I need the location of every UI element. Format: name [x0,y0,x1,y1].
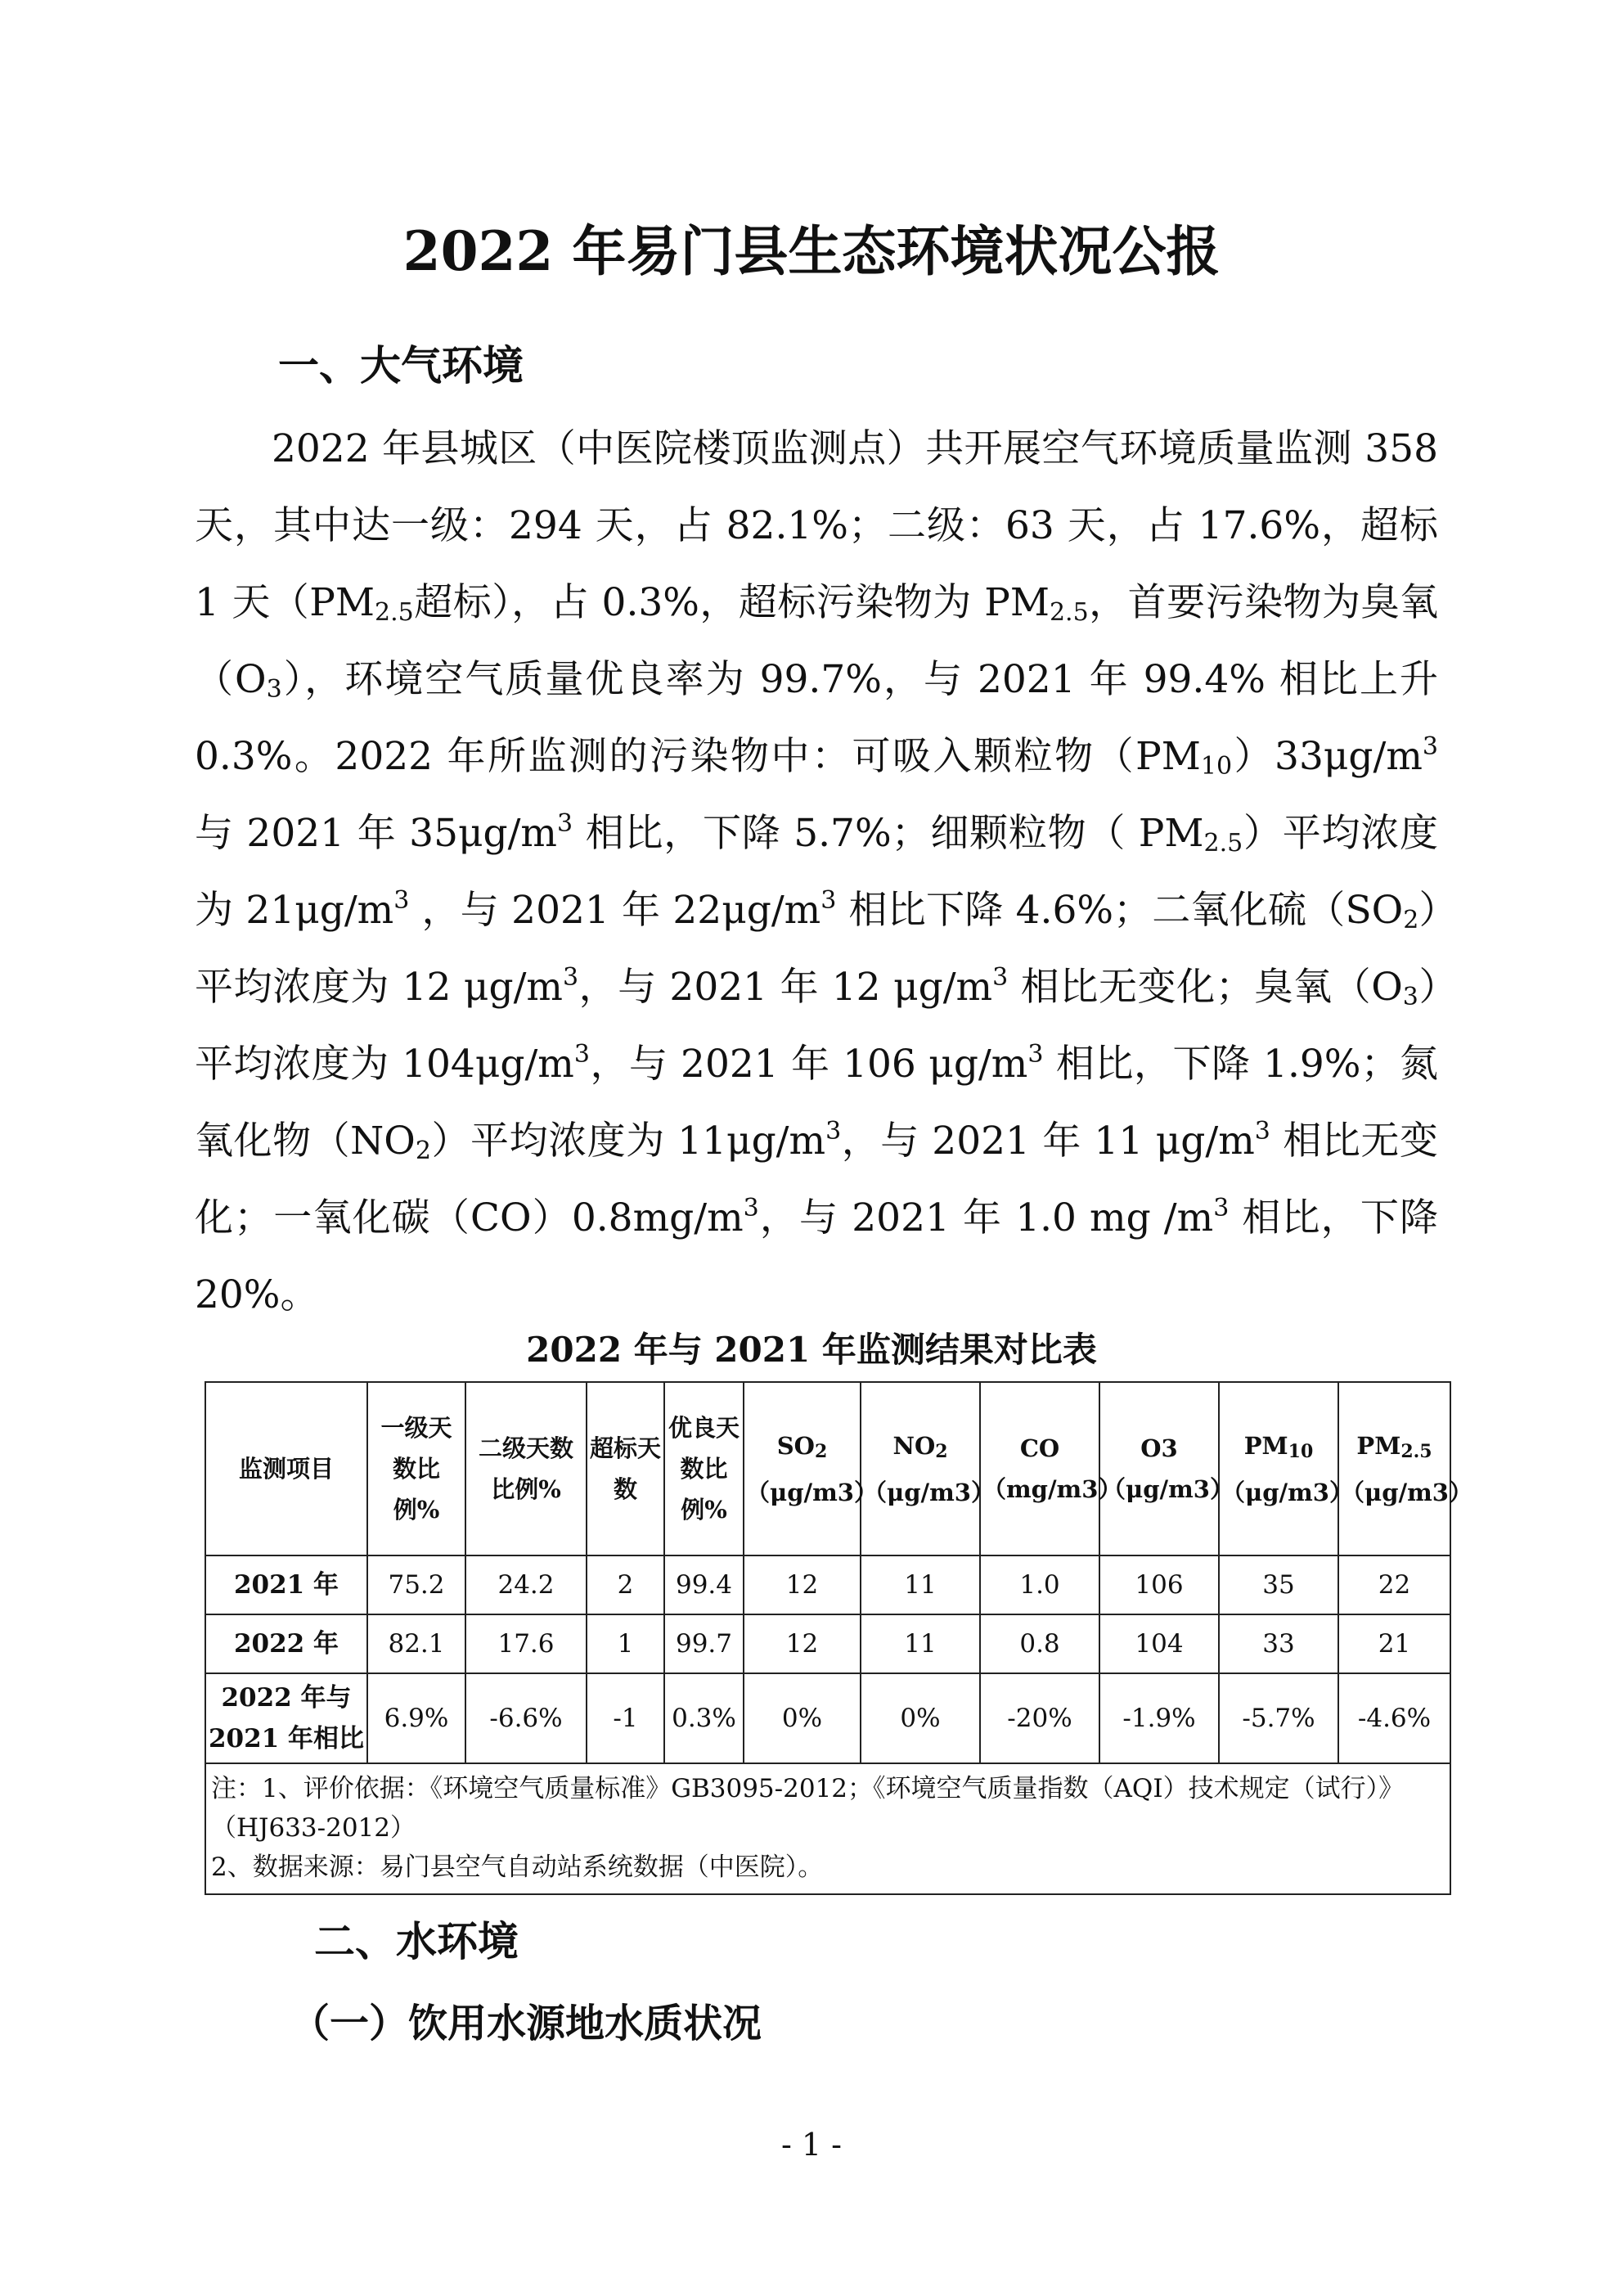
cell-grade1: 82.1 [367,1614,465,1673]
table-header-row [205,1382,1450,1555]
header-item: 监测项目 [205,1382,367,1555]
header-so2: $SO_2$ （μg/m3） [744,1382,861,1555]
cell-exceed: 1 [587,1614,664,1673]
subsection-heading-drinking-water: （一）饮用水源地水质状况 [290,2001,762,2046]
cell-so2: 12 [744,1614,861,1673]
cell-pm10: 35 [1219,1555,1338,1614]
header-pm10: $PM_{10}$ （μg/m3） [1219,1382,1338,1555]
table-note-1: 注：1、评价依据：《环境空气质量标准》GB3095-2012；《环境空气质量指数（AQI）技术规定（试行）》（HJ633-2012） [211,1774,1405,1843]
table-row-change [205,1673,1450,1763]
cell-so2: 12 [744,1555,861,1614]
header-good: 优良天数比例% [664,1382,744,1555]
section-heading-air: 一、大气环境 [278,342,524,389]
cell-o3: 106 [1099,1555,1219,1614]
header-exceed: 超标天数 [587,1382,664,1555]
air-quality-paragraph: 2022 年县城区（中医院楼顶监测点）共开展空气环境质量监测 358 天，其中达一级：294 天，占 82.1%；二级：63 天，占 17.6%，超标 1 天（$PM_{2.5}$超标），占 0.3%，超标污染物为 $PM_{2.5}$，首要污染物为臭氧$(O_3)$，环境空气质量优良率为 99.7%，与 2021 年 99.4% 相比上升 0.3%。2022 年所监测的污染物中：可吸入颗粒物$(PM_{10})33\mu g/m^3$ 与 2021 年 $35\mu g/m^3$ 相比，下降 5.7%；细颗粒物（ $PM_{2.5}$）平均浓度为 $21\mu g/m^3$ ，与 2021 年 $22\mu g/m^3$ 相比下降 4.6%；二氧化硫$(SO_2)$平均浓度为 12 $\mu g/m^3$，与 2021 年 12 $\mu g/m^3$ 相比无变化；臭氧$(O_3)$平均浓度为 $104\mu g/m^3$，与 2021 年 106 $\mu g/m^3$ 相比，下降 1.9%；氮氧化物$(NO_2)$平均浓度为 $11\mu g/m^3$，与 2021 年 11 $\mu g/m^3$ 相比无变化；一氧化碳$(CO)0.8mg/m^3$，与 2021 年 1.0 mg $/m^3$ 相比，下降 20%。 [195,426,1439,1317]
header-grade2: 二级天数比例% [465,1382,587,1555]
cell-o3: 104 [1099,1614,1219,1673]
cell-no2: 11 [861,1614,980,1673]
cell-co: 1.0 [980,1555,1099,1614]
header-grade1: 一级天数比例% [367,1382,465,1555]
comparison-table [205,1381,1472,1895]
table-row-2021 [205,1555,1450,1614]
cell-exceed: -1 [587,1673,664,1763]
cell-no2: 11 [861,1555,980,1614]
cell-grade1: 75.2 [367,1555,465,1614]
table-caption: 2022 年与 2021 年监测结果对比表 [526,1330,1097,1370]
table-note-2: 2、数据来源：易门县空气自动站系统数据（中医院）。 [211,1853,824,1882]
page-number: - 1 - [780,2127,842,2163]
table-notes-row [205,1763,1450,1894]
cell-so2: 0% [744,1673,861,1763]
cell-co: 0.8 [980,1614,1099,1673]
cell-co: -20% [980,1673,1099,1763]
cell-good: 99.4 [664,1555,744,1614]
cell-pm25: -4.6% [1338,1673,1450,1763]
cell-pm25: 21 [1338,1614,1450,1673]
cell-grade1: 6.9% [367,1673,465,1763]
cell-grade2: 17.6 [465,1614,587,1673]
row-label: 2022 年 [205,1614,367,1673]
header-no2: $NO_2$ （μg/m3） [861,1382,980,1555]
row-label: 2022 年与 2021 年相比 [205,1673,367,1763]
cell-good: 0.3% [664,1673,744,1763]
header-o3: O3 （μg/m3） [1099,1382,1219,1555]
table-row-2022 [205,1614,1450,1673]
header-co: CO （mg/m3） [980,1382,1099,1555]
cell-exceed: 2 [587,1555,664,1614]
row-label: 2021 年 [205,1555,367,1614]
cell-pm10: 33 [1219,1614,1338,1673]
cell-pm10: -5.7% [1219,1673,1338,1763]
cell-pm25: 22 [1338,1555,1450,1614]
cell-no2: 0% [861,1673,980,1763]
cell-good: 99.7 [664,1614,744,1673]
document-title: 2022 年易门县生态环境状况公报 [402,219,1221,283]
section-heading-water: 二、水环境 [314,1918,519,1965]
cell-grade2: 24.2 [465,1555,587,1614]
table-notes [205,1763,1450,1894]
cell-grade2: -6.6% [465,1673,587,1763]
header-pm25: $PM_{2.5}$ （μg/m3） [1338,1382,1450,1555]
cell-o3: -1.9% [1099,1673,1219,1763]
